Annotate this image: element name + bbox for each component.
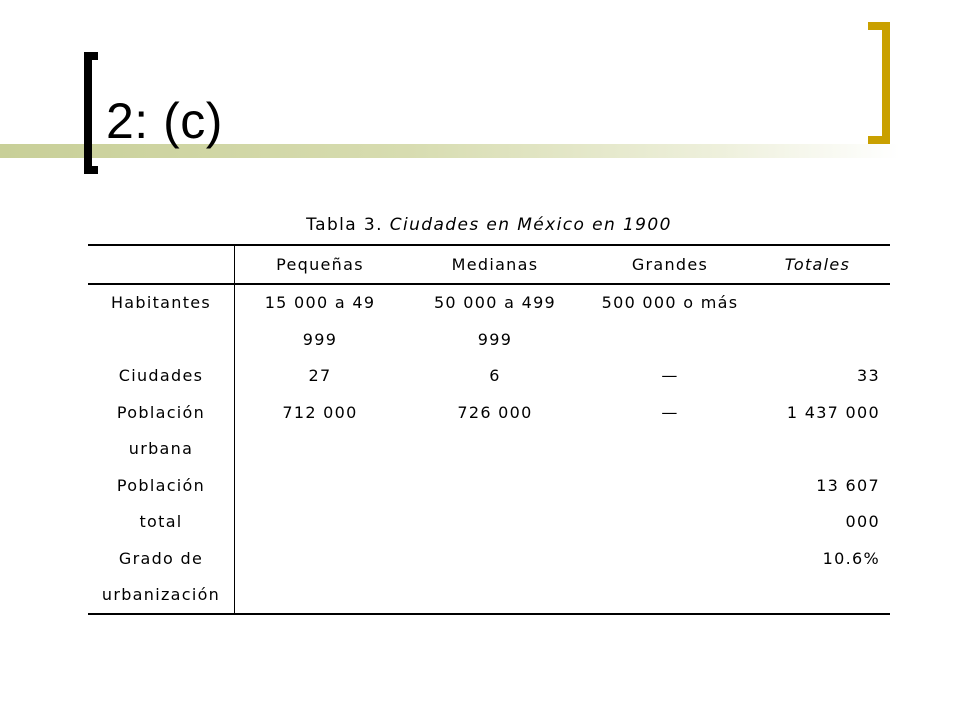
- table-cell: 15 000 a 49: [264, 293, 376, 313]
- table-row: [88, 321, 890, 358]
- table-cell: 1 437 000: [786, 402, 880, 422]
- table-cell: [405, 431, 585, 468]
- table-cell: Habitantes: [88, 284, 235, 322]
- header-cell: Totales: [755, 245, 890, 284]
- table-cell: Grado de: [88, 540, 235, 577]
- table-cell: 33: [857, 366, 880, 386]
- table-row: [88, 467, 890, 504]
- table-cell: [585, 540, 755, 577]
- table-cell: urbanización: [88, 577, 235, 615]
- left-bracket-decoration: [84, 52, 98, 174]
- table-cell: 13 607: [816, 475, 880, 495]
- table-cell: —: [661, 402, 679, 422]
- cities-table: [88, 244, 890, 615]
- slide-title: 2: (c): [106, 93, 223, 149]
- table-header-row: [88, 245, 890, 284]
- table-cell: [755, 284, 890, 322]
- table-cell: 6: [489, 366, 501, 386]
- table-cell: Población: [88, 394, 235, 431]
- header-cell: [88, 245, 235, 284]
- table-cell: 999: [302, 329, 338, 349]
- table-cell: Población: [88, 467, 235, 504]
- table-cell: 999: [477, 329, 513, 349]
- table-cell: 10.6%: [822, 548, 880, 568]
- table-cell: [755, 321, 890, 358]
- table-cell: —: [661, 366, 679, 386]
- table-cell: 50 000 a 499: [433, 293, 557, 313]
- caption-prefix: Tabla 3.: [306, 215, 390, 235]
- table-row: [88, 284, 890, 322]
- header-cell: Medianas: [405, 245, 585, 284]
- table-row: [88, 431, 890, 468]
- table-row: [88, 504, 890, 541]
- table-cell: 500 000 o más: [601, 293, 739, 313]
- table-cell: [585, 431, 755, 468]
- table-cell: Ciudades: [88, 358, 235, 395]
- table-cell: [755, 577, 890, 615]
- table-cell: [88, 321, 235, 358]
- table-cell: [585, 467, 755, 504]
- table-cell: [585, 321, 755, 358]
- table-cell: [405, 504, 585, 541]
- table-row: [88, 358, 890, 395]
- table-cell: urbana: [88, 431, 235, 468]
- table-cell: [405, 577, 585, 615]
- table-cell: [235, 431, 406, 468]
- table-row: [88, 394, 890, 431]
- table-cell: [235, 577, 406, 615]
- table-cell: [585, 577, 755, 615]
- table-cell: total: [88, 504, 235, 541]
- table-cell: [755, 431, 890, 468]
- table-cell: [235, 504, 406, 541]
- caption-title: Ciudades en México en 1900: [389, 215, 672, 235]
- table-row: [88, 540, 890, 577]
- table-cell: 726 000: [457, 402, 533, 422]
- table-caption: [88, 215, 890, 235]
- table-row: [88, 577, 890, 615]
- table-cell: [235, 467, 406, 504]
- table-cell: 712 000: [282, 402, 358, 422]
- right-bracket-decoration: [868, 22, 890, 144]
- table-cell: 27: [308, 366, 332, 386]
- table-cell: [405, 540, 585, 577]
- header-cell: Grandes: [585, 245, 755, 284]
- table-cell: [405, 467, 585, 504]
- header-cell: Pequeñas: [235, 245, 406, 284]
- table-cell: 000: [845, 512, 880, 532]
- table-cell: [235, 540, 406, 577]
- table-cell: [585, 504, 755, 541]
